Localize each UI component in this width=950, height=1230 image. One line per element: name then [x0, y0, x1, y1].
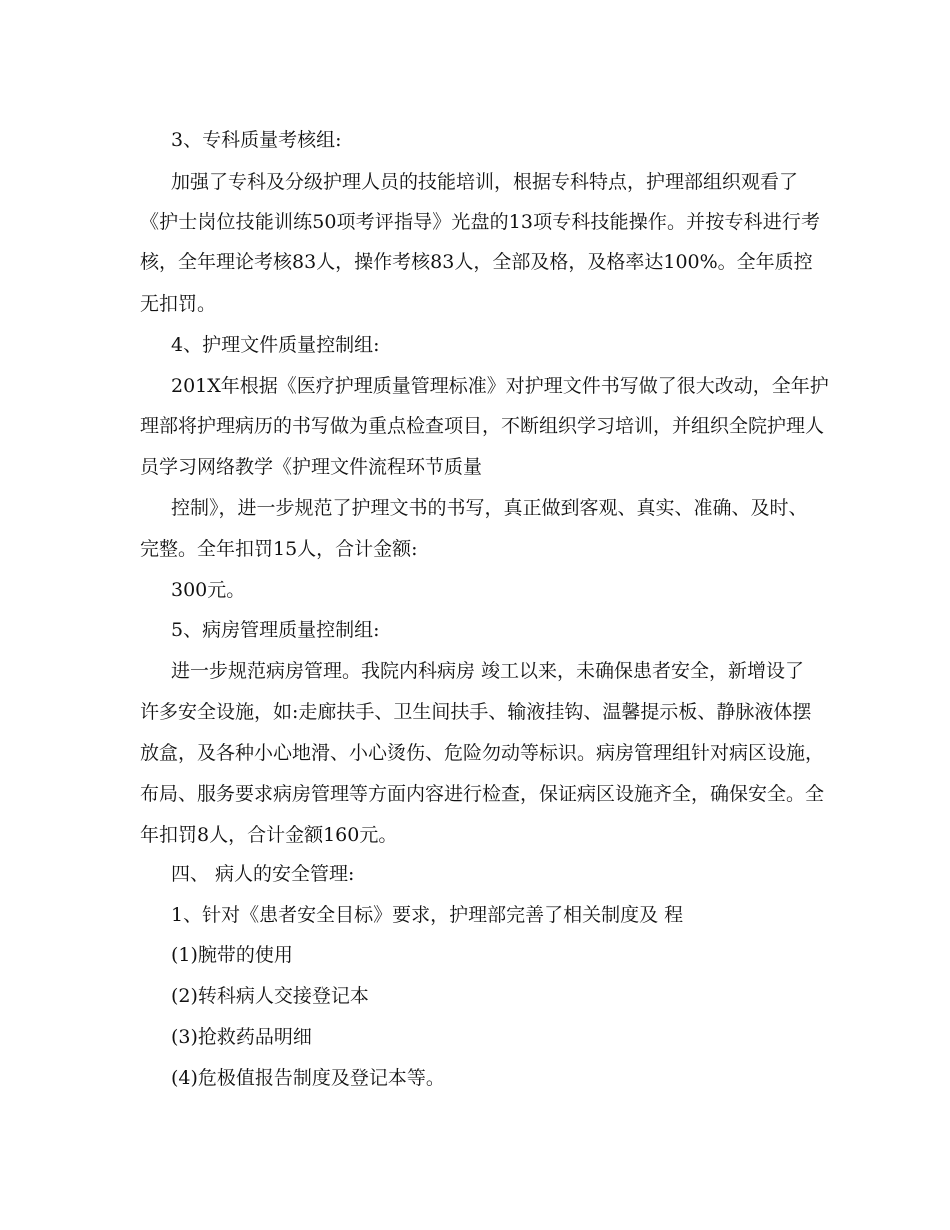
- paragraph-line: 核，全年理论考核83人，操作考核83人，全部及格，及格率达100%。全年质控: [140, 251, 813, 273]
- paragraph-line: 进一步规范病房管理。我院内科病房 竣工以来，未确保患者安全，新增设了: [171, 660, 805, 682]
- paragraph-line: 许多安全设施，如:走廊扶手、卫生间扶手、输液挂钩、温馨提示板、静脉液体摆: [140, 701, 812, 723]
- paragraph-line: 员学习网络教学《护理文件流程环节质量: [140, 456, 483, 478]
- paragraph-line: 无扣罚。: [140, 293, 217, 315]
- section-heading-5: 5、病房管理质量控制组:: [171, 619, 380, 641]
- list-item: (4)危极值报告制度及登记本等。: [171, 1067, 445, 1089]
- paragraph-line: 布局、服务要求病房管理等方面内容进行检查，保证病区设施齐全，确保安全。全: [140, 783, 825, 805]
- section-heading-four: 四、 病人的安全管理:: [171, 863, 355, 885]
- list-item: (1)腕带的使用: [171, 944, 293, 966]
- section-heading-3: 3、专科质量考核组:: [171, 129, 342, 151]
- paragraph-line: 201X年根据《医疗护理质量管理标准》对护理文件书写做了很大改动，全年护: [171, 375, 829, 397]
- paragraph-line: 放盒，及各种小心地滑、小心烫伤、危险勿动等标识。病房管理组针对病区设施，: [140, 742, 825, 764]
- paragraph-line: 《护士岗位技能训练50项考评指导》光盘的13项专科技能操作。并按专科进行考: [140, 211, 820, 233]
- paragraph-line: 理部将护理病历的书写做为重点检查项目，不断组织学习培训，并组织全院护理人: [140, 415, 825, 437]
- paragraph-line: 300元。: [171, 579, 246, 601]
- paragraph-line: 加强了专科及分级护理人员的技能培训，根据专科特点，护理部组织观看了: [171, 171, 799, 193]
- paragraph-line: 完整。全年扣罚15人，合计金额:: [140, 538, 418, 560]
- list-item: (2)转科病人交接登记本: [171, 985, 369, 1007]
- paragraph-line: 1、针对《患者安全目标》要求，护理部完善了相关制度及 程: [171, 904, 684, 926]
- list-item: (3)抢救药品明细: [171, 1026, 312, 1048]
- paragraph-line: 年扣罚8人，合计金额160元。: [140, 824, 398, 846]
- section-heading-4: 4、护理文件质量控制组:: [171, 334, 380, 356]
- paragraph-line: 控制》，进一步规范了护理文书的书写，真正做到客观、真实、准确、及时、: [171, 497, 808, 519]
